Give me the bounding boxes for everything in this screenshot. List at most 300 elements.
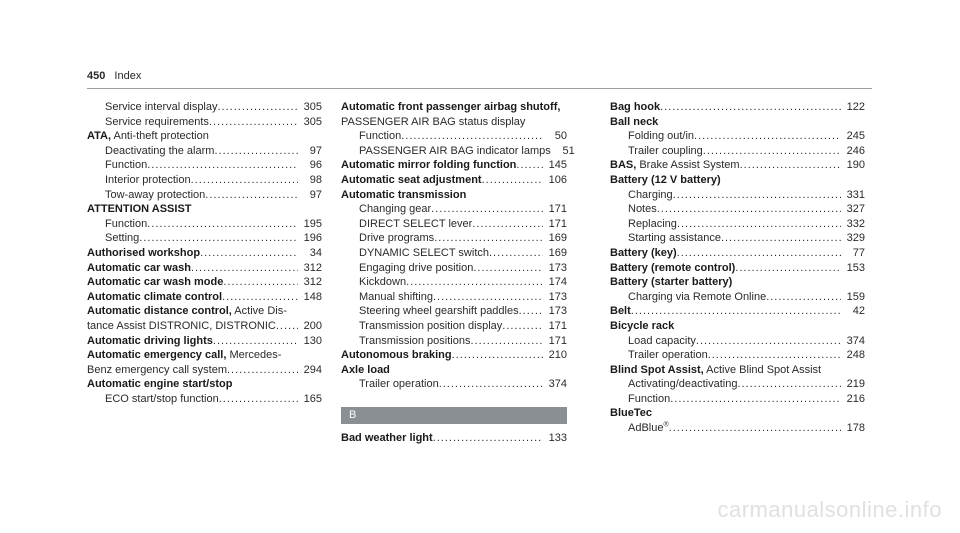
entry-label (628, 334, 696, 349)
index-entry[interactable] (87, 231, 322, 246)
page-ref[interactable]: 248 (846, 349, 865, 362)
entry-heading: Automatic car wash mode (87, 276, 224, 289)
index-entry[interactable] (610, 115, 865, 130)
entry-label (105, 115, 209, 130)
index-entry[interactable] (610, 319, 865, 334)
leader-dots (472, 217, 543, 232)
entry-label (105, 231, 139, 246)
leader-dots (721, 231, 841, 246)
page-ref[interactable]: 174 (548, 276, 567, 289)
leader-dots (209, 115, 298, 130)
index-entry[interactable] (610, 217, 865, 232)
page-ref[interactable]: 173 (548, 290, 567, 303)
entry-label (628, 144, 703, 159)
index-entry[interactable] (341, 100, 567, 115)
index-entry[interactable] (87, 158, 322, 173)
leader-dots (219, 392, 298, 407)
entry-label (359, 129, 401, 144)
index-entry[interactable] (87, 217, 322, 232)
index-entry[interactable] (87, 304, 322, 319)
page-ref[interactable]: 374 (548, 378, 567, 391)
index-entry[interactable] (341, 377, 567, 392)
entry-heading: Bad weather light (341, 431, 433, 444)
index-entry[interactable] (610, 334, 865, 349)
entry-heading: Blind Spot Assist, (610, 363, 704, 376)
entry-label (628, 421, 669, 436)
entry-label (105, 173, 191, 188)
entry-text: Benz emergency call system (87, 363, 227, 376)
index-entry[interactable] (87, 246, 322, 261)
entry-heading: Automatic emergency call, (87, 349, 227, 362)
index-entry[interactable] (610, 100, 865, 115)
leader-dots (482, 173, 543, 188)
index-entry[interactable] (341, 231, 567, 246)
index-entry[interactable] (610, 392, 865, 407)
registered-mark: ® (663, 421, 669, 429)
page-ref[interactable]: 305 (303, 115, 322, 128)
leader-dots (737, 377, 841, 392)
entry-label (359, 217, 472, 232)
leader-dots (147, 217, 298, 232)
page-ref[interactable]: 106 (548, 173, 567, 186)
leader-dots (433, 290, 543, 305)
index-entry[interactable] (610, 231, 865, 246)
leader-dots (519, 304, 543, 319)
entry-text: Engaging drive position (359, 261, 474, 274)
section-letter: B (341, 407, 567, 424)
entry-label (610, 407, 652, 419)
entry-text: Tow-away protection (105, 188, 206, 201)
entry-label (87, 130, 209, 142)
page-ref[interactable]: 195 (303, 217, 322, 230)
entry-label (87, 246, 200, 261)
entry-label (628, 392, 670, 407)
entry-label (359, 377, 439, 392)
entry-heading: Belt (610, 305, 631, 318)
index-entry[interactable] (341, 348, 567, 363)
index-entry[interactable] (87, 290, 322, 305)
entry-label (628, 217, 677, 232)
entry-label (610, 246, 677, 261)
index-entry[interactable] (87, 144, 322, 159)
entry-label (87, 349, 281, 361)
entry-heading: Bag hook (610, 101, 661, 113)
entry-heading: Axle load (341, 363, 390, 376)
entry-heading: Battery (remote control) (610, 261, 736, 274)
index-entry[interactable] (341, 115, 567, 130)
index-entry[interactable] (341, 290, 567, 305)
entry-text: Changing gear (359, 203, 432, 216)
entry-label (628, 202, 657, 217)
entry-label (105, 188, 205, 203)
entry-heading: Automatic transmission (341, 188, 467, 201)
index-entry[interactable] (87, 334, 322, 349)
leader-dots (406, 275, 543, 290)
index-entry[interactable] (341, 202, 567, 217)
leader-dots (200, 246, 298, 261)
leader-dots (191, 173, 298, 188)
entry-label (341, 116, 525, 128)
leader-dots (434, 231, 543, 246)
entry-text: Transmission positions (359, 334, 471, 347)
page-ref[interactable]: 165 (303, 392, 322, 405)
index-entry[interactable] (341, 246, 567, 261)
page-number: 450 (87, 70, 106, 82)
page-ref[interactable]: 200 (303, 319, 322, 332)
entry-text: Charging via Remote Online (628, 290, 767, 303)
index-entry[interactable] (341, 158, 567, 173)
entry-label (341, 173, 482, 188)
index-entry[interactable] (341, 217, 567, 232)
entry-label (341, 348, 452, 363)
leader-dots (673, 188, 841, 203)
page-ref[interactable]: 312 (303, 261, 322, 274)
entry-text: DYNAMIC SELECT switch (359, 246, 489, 259)
entry-label (341, 431, 433, 446)
index-entry[interactable] (87, 188, 322, 203)
index-entry[interactable] (610, 377, 865, 392)
entry-heading: Battery (key) (610, 246, 677, 259)
entry-label (628, 377, 737, 392)
index-entry[interactable] (87, 202, 322, 217)
page-ref[interactable]: 171 (548, 334, 567, 347)
entry-text: Mercedes- (226, 349, 282, 362)
entry-label (87, 319, 276, 334)
entry-heading: Automatic engine start/stop (87, 378, 233, 391)
leader-dots (433, 431, 543, 446)
leader-dots (657, 202, 841, 217)
entry-label (628, 290, 766, 305)
entry-label (610, 100, 660, 115)
header-divider (87, 88, 872, 89)
index-entry[interactable] (87, 261, 322, 276)
entry-heading: BAS, (610, 159, 637, 172)
entry-heading: ATTENTION ASSIST (87, 203, 192, 216)
index-entry[interactable] (87, 129, 322, 144)
entry-text: Interior protection (105, 173, 191, 186)
index-entry[interactable] (610, 158, 865, 173)
entry-text: Load capacity (628, 334, 696, 347)
page-ref[interactable]: 305 (303, 101, 322, 113)
index-entry[interactable] (341, 129, 567, 144)
entry-label (628, 129, 694, 144)
page-ref[interactable]: 51 (562, 144, 575, 157)
entry-text: Setting (105, 232, 140, 245)
page-ref[interactable]: 216 (846, 392, 865, 405)
entry-heading: Automatic car wash (87, 261, 191, 274)
index-entry[interactable] (341, 431, 567, 446)
leader-dots (708, 348, 841, 363)
index-column-2 (341, 100, 575, 445)
leader-dots (694, 129, 841, 144)
page-ref[interactable]: 153 (846, 261, 865, 274)
leader-dots (631, 304, 841, 319)
entry-heading: Bicycle rack (610, 319, 675, 332)
entry-label (610, 261, 735, 276)
page-ref[interactable]: 173 (548, 261, 567, 274)
entry-heading: Battery (starter battery) (610, 276, 733, 289)
leader-dots (213, 334, 298, 349)
entry-text: Trailer coupling (628, 144, 703, 157)
entry-label (87, 261, 191, 276)
index-entry[interactable] (87, 100, 322, 115)
entry-text: Drive programs (359, 232, 435, 245)
entry-label (341, 189, 466, 201)
entry-label (341, 364, 390, 376)
entry-label (87, 305, 287, 317)
page-ref[interactable]: 50 (554, 130, 567, 143)
entry-label (105, 217, 147, 232)
entry-label (105, 144, 214, 159)
entry-label (610, 320, 674, 332)
leader-dots (696, 334, 841, 349)
index-column-1 (87, 100, 322, 406)
entry-heading: BlueTec (610, 407, 652, 420)
entry-label (359, 144, 551, 159)
leader-dots (470, 334, 543, 349)
entry-label (359, 319, 502, 334)
leader-dots (401, 129, 543, 144)
page-ref[interactable]: 327 (846, 203, 865, 216)
entry-text: Activating/deactivating (628, 378, 738, 391)
index-entry[interactable] (610, 348, 865, 363)
leader-dots (222, 290, 298, 305)
index-column-3 (610, 100, 865, 436)
page-ref[interactable]: 97 (309, 188, 322, 201)
page-ref[interactable]: 169 (548, 232, 567, 245)
page-ref[interactable]: 42 (852, 305, 865, 318)
page-ref[interactable]: 169 (548, 246, 567, 259)
entry-label (359, 334, 470, 349)
entry-label (610, 174, 721, 186)
entry-label (105, 392, 219, 407)
index-entry[interactable] (87, 319, 322, 334)
entry-text: Manual shifting (359, 290, 433, 303)
index-entry[interactable] (87, 275, 322, 290)
entry-label (87, 203, 192, 215)
page-ref[interactable]: 77 (852, 246, 865, 259)
entry-label (628, 348, 708, 363)
index-entry[interactable] (341, 173, 567, 188)
entry-text: Starting assistance (628, 232, 721, 245)
entry-text: Service requirements (105, 115, 209, 128)
entry-label (610, 304, 631, 319)
index-entry[interactable] (87, 377, 322, 392)
entry-text: ECO start/stop function (105, 392, 219, 405)
entry-text: Function (359, 130, 402, 143)
entry-text: Function (628, 392, 671, 405)
index-entry[interactable] (610, 173, 865, 188)
page-ref[interactable]: 130 (303, 334, 322, 347)
leader-dots (439, 377, 543, 392)
entry-text: Transmission position display (359, 319, 503, 332)
leader-dots (214, 144, 298, 159)
page-ref[interactable]: 34 (309, 246, 322, 259)
entry-label (610, 116, 658, 128)
leader-dots (276, 319, 298, 334)
leader-dots (670, 392, 841, 407)
entry-text: Function (105, 217, 148, 230)
index-entry[interactable] (610, 275, 865, 290)
page-ref[interactable]: 148 (303, 290, 322, 303)
page-ref[interactable]: 332 (846, 217, 865, 230)
leader-dots (473, 261, 543, 276)
entry-label (87, 275, 223, 290)
entry-label (359, 304, 519, 319)
index-entry[interactable] (341, 188, 567, 203)
page-ref[interactable]: 133 (548, 431, 567, 444)
page-ref[interactable]: 171 (548, 217, 567, 230)
entry-heading: Ball neck (610, 115, 659, 128)
entry-label (341, 158, 516, 173)
entry-label (359, 290, 433, 305)
entry-label (341, 101, 560, 113)
entry-text: Function (105, 159, 148, 172)
entry-text: AdBlue (628, 422, 664, 435)
entry-text: Anti-theft protection (111, 130, 209, 143)
index-entry[interactable] (341, 334, 567, 349)
entry-heading: Automatic front passenger airbag shutoff, (341, 101, 561, 113)
page-ref[interactable]: 331 (846, 188, 865, 201)
page-ref[interactable]: 312 (303, 276, 322, 289)
leader-dots (431, 202, 543, 217)
leader-dots (227, 363, 298, 378)
page-ref[interactable]: 96 (309, 159, 322, 172)
entry-text: Charging (628, 188, 673, 201)
index-entry[interactable] (87, 173, 322, 188)
leader-dots (669, 421, 841, 436)
entry-text: Trailer operation (628, 349, 708, 362)
page-ref[interactable]: 246 (846, 144, 865, 157)
page-ref[interactable]: 374 (846, 334, 865, 347)
entry-text: Deactivating the alarm (105, 144, 215, 157)
page-ref[interactable]: 97 (309, 144, 322, 157)
page-footer (0, 488, 960, 533)
entry-label (87, 378, 232, 390)
entry-text: Active Blind Spot Assist (703, 363, 822, 376)
entry-label (610, 276, 732, 288)
page-ref[interactable]: 173 (548, 305, 567, 318)
entry-heading: ATA, (87, 130, 112, 143)
entry-label (359, 202, 431, 217)
leader-dots (660, 100, 841, 115)
entry-label (359, 261, 473, 276)
entry-text: PASSENGER AIR BAG indicator lamps (359, 144, 551, 157)
entry-label (628, 188, 673, 203)
entry-text: Steering wheel gearshift paddles (359, 305, 519, 318)
page-ref[interactable]: 145 (548, 159, 567, 172)
index-entry[interactable] (341, 304, 567, 319)
page-ref[interactable]: 329 (846, 232, 865, 245)
leader-dots (205, 188, 298, 203)
leader-dots (766, 290, 841, 305)
page-ref[interactable]: 245 (846, 130, 865, 143)
leader-dots (147, 158, 298, 173)
page-header (87, 70, 141, 82)
index-entry[interactable] (341, 275, 567, 290)
entry-text: DIRECT SELECT lever (359, 217, 473, 230)
page-ref[interactable]: 171 (548, 203, 567, 216)
index-entry[interactable] (610, 406, 865, 421)
index-entry[interactable] (87, 392, 322, 407)
entry-text: Trailer operation (359, 378, 439, 391)
entry-label (87, 334, 213, 349)
entry-heading: Automatic distance control, (87, 305, 232, 318)
section-title: Index (114, 70, 142, 82)
index-entry[interactable] (341, 363, 567, 378)
index-entry[interactable] (610, 188, 865, 203)
page-ref[interactable]: 196 (303, 232, 322, 245)
entry-text: Folding out/in (628, 130, 695, 143)
entry-heading: Battery (12 V battery) (610, 173, 721, 186)
index-entry[interactable] (341, 144, 575, 159)
leader-dots (516, 158, 543, 173)
leader-dots (452, 348, 543, 363)
page-ref[interactable]: 210 (548, 349, 567, 362)
index-entry[interactable] (87, 363, 322, 378)
entry-text: Brake Assist System (636, 159, 740, 172)
leader-dots (677, 246, 841, 261)
index-entry[interactable] (610, 129, 865, 144)
entry-text: Active Dis- (231, 305, 287, 318)
index-entry[interactable] (610, 421, 865, 436)
index-entry[interactable] (610, 202, 865, 217)
page-ref[interactable]: 159 (846, 290, 865, 303)
page-ref[interactable]: 122 (846, 101, 865, 113)
leader-dots (502, 319, 543, 334)
entry-heading: Autonomous braking (341, 349, 452, 362)
entry-heading: Automatic driving lights (87, 334, 213, 347)
entry-text: Kickdown (359, 276, 407, 289)
index-entry[interactable] (87, 115, 322, 130)
index-entry[interactable] (87, 348, 322, 363)
entry-label (359, 231, 434, 246)
leader-dots (223, 275, 298, 290)
index-entry[interactable] (341, 319, 567, 334)
entry-label (105, 158, 147, 173)
leader-dots (191, 261, 298, 276)
leader-dots (139, 231, 298, 246)
leader-dots (740, 158, 841, 173)
index-entry[interactable] (610, 290, 865, 305)
entry-label (87, 363, 227, 378)
entry-label (87, 290, 222, 305)
entry-heading: Authorised workshop (87, 246, 201, 259)
entry-label (359, 275, 406, 290)
index-entry[interactable] (610, 246, 865, 261)
page-ref[interactable]: 171 (548, 319, 567, 332)
index-entry[interactable] (610, 261, 865, 276)
entry-text: Service interval display (105, 101, 218, 113)
entry-label (610, 158, 740, 173)
page-ref[interactable]: 190 (846, 159, 865, 172)
page-ref[interactable]: 98 (309, 173, 322, 186)
index-entry[interactable] (610, 363, 865, 378)
entry-text: tance Assist DISTRONIC, DISTRONIC (87, 319, 276, 332)
index-entry[interactable] (610, 304, 865, 319)
entry-label (359, 246, 489, 261)
entry-text: PASSENGER AIR BAG status display (341, 115, 526, 128)
leader-dots (735, 261, 841, 276)
page-ref[interactable]: 294 (303, 363, 322, 376)
index-entry[interactable] (341, 261, 567, 276)
index-entry[interactable] (610, 144, 865, 159)
leader-dots (218, 100, 299, 115)
entry-label (628, 231, 721, 246)
watermark: carmanualsonline.info (717, 497, 942, 522)
page-ref[interactable]: 178 (846, 422, 865, 435)
page-ref[interactable]: 219 (846, 378, 865, 391)
